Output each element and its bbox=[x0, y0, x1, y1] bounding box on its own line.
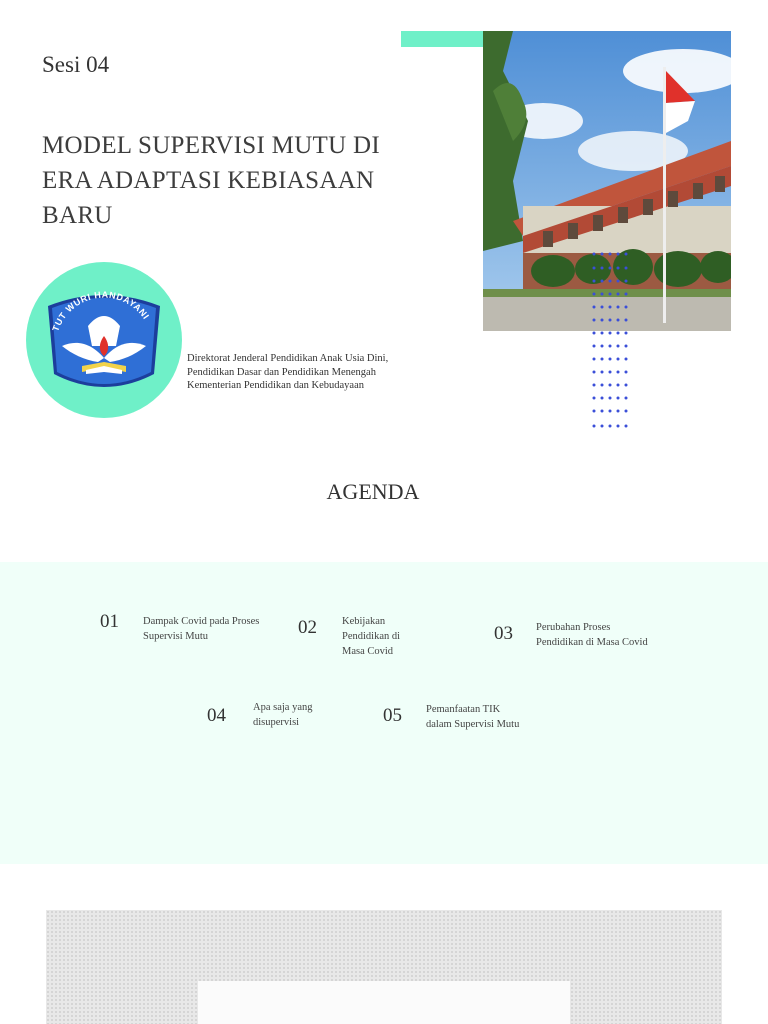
logo-arc-text: TUT WURI HANDAYANI bbox=[50, 289, 152, 333]
agenda-panel bbox=[0, 562, 768, 864]
title-slide bbox=[0, 0, 768, 440]
tut-wuri-handayani-logo bbox=[26, 262, 182, 418]
agenda-item-text: Pemanfaatan TIK dalam Supervisi Mutu bbox=[426, 704, 520, 730]
title-line-1: MODEL SUPERVISI MUTU DI bbox=[42, 132, 381, 159]
agenda-item-text: Kebijakan Pendidikan di Masa Covid bbox=[342, 616, 401, 657]
agenda-item-number: 03 bbox=[494, 623, 513, 644]
agenda-item-text: Dampak Covid pada Proses Supervisi Mutu bbox=[143, 616, 260, 642]
title-line-3: BARU bbox=[42, 202, 113, 229]
agenda-item-number: 04 bbox=[207, 705, 226, 726]
slide-title bbox=[42, 128, 462, 233]
agenda-item-text: Apa saja yang disupervisi bbox=[253, 702, 313, 728]
agenda-item-text: Perubahan Proses Pendidikan di Masa Covid bbox=[536, 622, 648, 648]
organization-name: Direktorat Jenderal Pendidikan Anak Usia Dini, Pendidikan Dasar dan Pendidikan Menengah Kementerian Pendidikan dan Kebudayaan bbox=[187, 353, 389, 391]
next-slide-content-box bbox=[198, 981, 570, 1024]
agenda-title: AGENDA bbox=[326, 479, 420, 504]
agenda-item-number: 01 bbox=[100, 611, 119, 632]
agenda-item-number: 02 bbox=[298, 617, 317, 638]
session-label: Sesi 04 bbox=[42, 52, 110, 77]
agenda-item-number: 05 bbox=[383, 705, 402, 726]
title-line-2: ERA ADAPTASI KEBIASAAN bbox=[42, 167, 375, 194]
dot-pattern bbox=[592, 252, 632, 432]
